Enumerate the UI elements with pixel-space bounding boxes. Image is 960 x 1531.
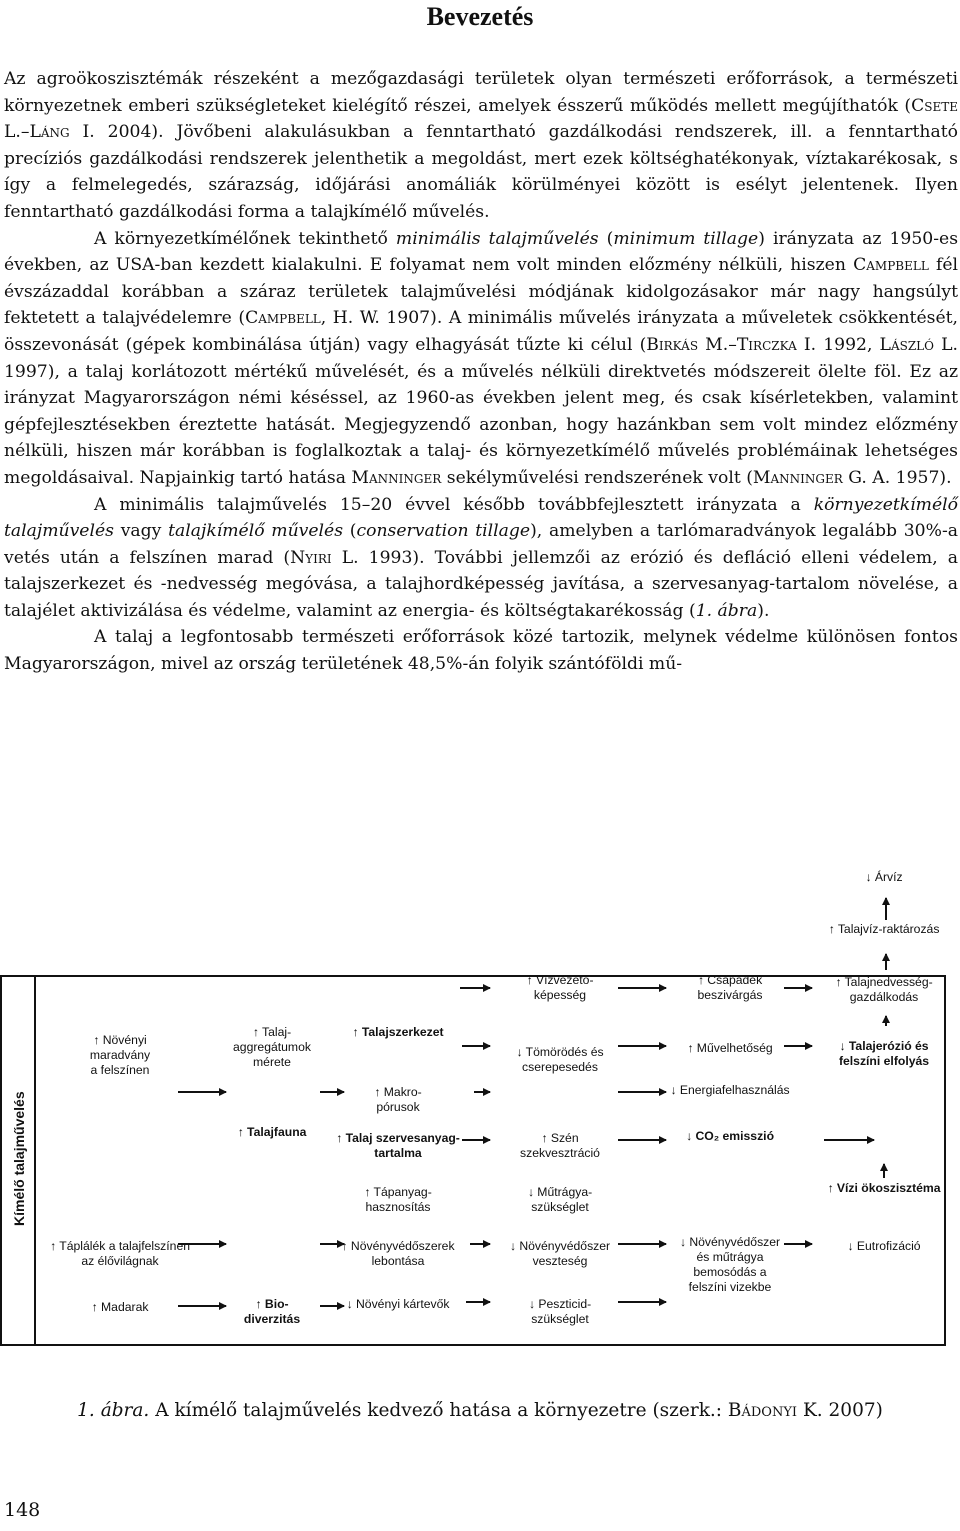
col3-item-0: ↑ Talajszerkezet bbox=[352, 1025, 444, 1039]
col2-item-2: ↑ Bio-diverzitás bbox=[243, 1297, 301, 1326]
col4-item-0: ↑ Vízvezető-képesség bbox=[526, 973, 594, 1002]
col6-item-2: ↑ Talajnedvesség-gazdálkodás bbox=[835, 975, 933, 1004]
col3-item-1: ↑ Makro-pórusok bbox=[374, 1085, 422, 1114]
col5-item-1: ↑ Művelhetőség bbox=[687, 1041, 773, 1055]
frame-line bbox=[12, 976, 945, 1345]
col5-item-3: ↓ CO₂ emisszió bbox=[685, 1129, 775, 1143]
body-text bbox=[4, 66, 958, 678]
diagram-boxes bbox=[50, 869, 941, 1326]
col6-item-3: ↓ Talajerózió és felszíni elfolyás bbox=[838, 1039, 930, 1068]
col4-item-3: ↓ Műtrágya-szükséglet bbox=[527, 1185, 593, 1214]
paragraph-4: A talaj a legfontosabb természeti erőforrások közé tartozik, melynek védelme különösen fontos Magyarországon, mivel az ország területének 48,5%-án folyik szántóföldi mű- bbox=[4, 627, 958, 675]
paragraph-3: A minimális talajművelés 15–20 évvel később továbbfejlesztett irányzata a környezetkímélő talajművelés vagy talajkímélő művelés (conservation tillage), amelyben a tarlómaradványok legalább 30%-a vetés után a felszínen marad (Nyiri L. 1993). További jellemzői az erózió és defláció elleni védelem, a talajszerkezet és -nedvesség megóvása, a talajhordképesség javítása, a szervesanyag-tartalom növelése, a talajélet aktivizálása és védelme, valamint az energia- és költségtakarékosság (1. ábra). bbox=[4, 494, 959, 621]
col1-item-1: ↑ Táplálék a talajfelszínen az élővilágnak bbox=[49, 1239, 191, 1268]
col4-item-1: ↓ Tömörödés és cserepesedés bbox=[516, 1045, 604, 1074]
col4-item-5: ↓ Peszticid-szükséglet bbox=[528, 1297, 592, 1326]
col1-item-2: ↑ Madarak bbox=[91, 1300, 149, 1314]
col5-item-2: ↓ Energiafelhasználás bbox=[670, 1083, 790, 1097]
col6-item-1: ↑ Talajvíz-raktározás bbox=[828, 922, 940, 936]
side-label: Kímélő talajművelés bbox=[11, 1091, 27, 1226]
paragraph-1: Az agroökoszisztémák részeként a mezőgazdasági területek olyan természeti erőforrások, a természeti környezetnek emberi szükségleteket kielégítő részei, amelyek ésszerű működés mellett megújíthatók (Csete L.–Láng I. 2004). Jövőbeni alakulásukban a fenntartható gazdálkodási rendszerek, ill. a fenntartható precíziós gazdálkodási rendszerek jelenthetik a megoldást, mert ezek költséghatékonyak, víztakarékosak, s így a felmelegedés, szárazság, időjárási anomáliák körülményei között is esélyt jelentenek. Ilyen fenntartható gazdálkodási forma a talajkímélő művelés. bbox=[4, 69, 958, 222]
col2-item-1: ↑ Talajfauna bbox=[237, 1125, 307, 1139]
col5-item-4: ↓ Növényvédőszer és műtrágya bemosódás a felszíni vizekbe bbox=[679, 1235, 781, 1294]
col3-item-5: ↓ Növényi kártevők bbox=[346, 1297, 450, 1311]
col3-item-3: ↑ Tápanyag-hasznosítás bbox=[364, 1185, 432, 1214]
col1-item-0: ↑ Növényi maradvány a felszínen bbox=[89, 1033, 151, 1077]
page-number: 148 bbox=[4, 1499, 41, 1521]
col3-item-2: ↑ Talaj szervesanyag-tartalma bbox=[336, 1131, 460, 1160]
figure-diagram bbox=[0, 858, 960, 1378]
col6-item-5: ↓ Eutrofizáció bbox=[847, 1239, 921, 1253]
section-title: Bevezetés bbox=[426, 2, 534, 31]
col6-item-4: ↑ Vízi ökoszisztéma bbox=[827, 1181, 941, 1195]
figure-caption: 1. ábra. A kímélő talajművelés kedvező hatása a környezetre (szerk.: Bádonyi K. 2007) bbox=[77, 1400, 883, 1421]
col6-item-0: ↓ Árvíz bbox=[865, 870, 903, 884]
col4-item-2: ↑ Szén szekvesztráció bbox=[520, 1131, 600, 1160]
col5-item-0: ↑ Csapadék beszivárgás bbox=[697, 973, 763, 1002]
col4-item-4: ↓ Növényvédőszer veszteség bbox=[509, 1239, 611, 1268]
paragraph-2: A környezetkímélőnek tekinthető minimális talajművelés (minimum tillage) irányzata az 1950-es években, az USA-ban kezdett kialakulni. E folyamat nem volt minden előzmény nélküli, hiszen Campbell fél évszázaddal korábban a száraz területek talajművelési módjának kidolgozásakor már nagy hangsúlyt fektetett a talajvédelemre (Campbell, H. W. 1907). A minimális művelés irányzata a műveletek csökkentését, összevonását (gépek kombinálása útján) vagy elhagyását tűzte ki célul (Birkás M.–Tirczka I. 1992, László L. 1997), a talaj korlátozott mértékű művelését, és a művelés nélküli direktvetés módszereit ölelte föl. Ez az irányzat Magyarországon némi késéssel, az 1960-as években jelent meg, és csak kísérletekben, valamint gépfejlesztésekben éreztette hatását. Megjegyzendő azonban, hogy hazánkban sem volt mindez előzmény nélküli, hiszen már korábban is foglalkoztak a talaj- és környezetkímélő művelés problémáinak lehetséges megoldásaival. Napjainkig tartó hatása Manninger sekélyművelési rendszerének volt (Manninger G. A. 1957). bbox=[4, 228, 959, 488]
col3-item-4: ↑ Növényvédőszerek lebontása bbox=[341, 1239, 455, 1268]
col2-item-0: ↑ Talaj-aggregátumok mérete bbox=[233, 1025, 311, 1069]
